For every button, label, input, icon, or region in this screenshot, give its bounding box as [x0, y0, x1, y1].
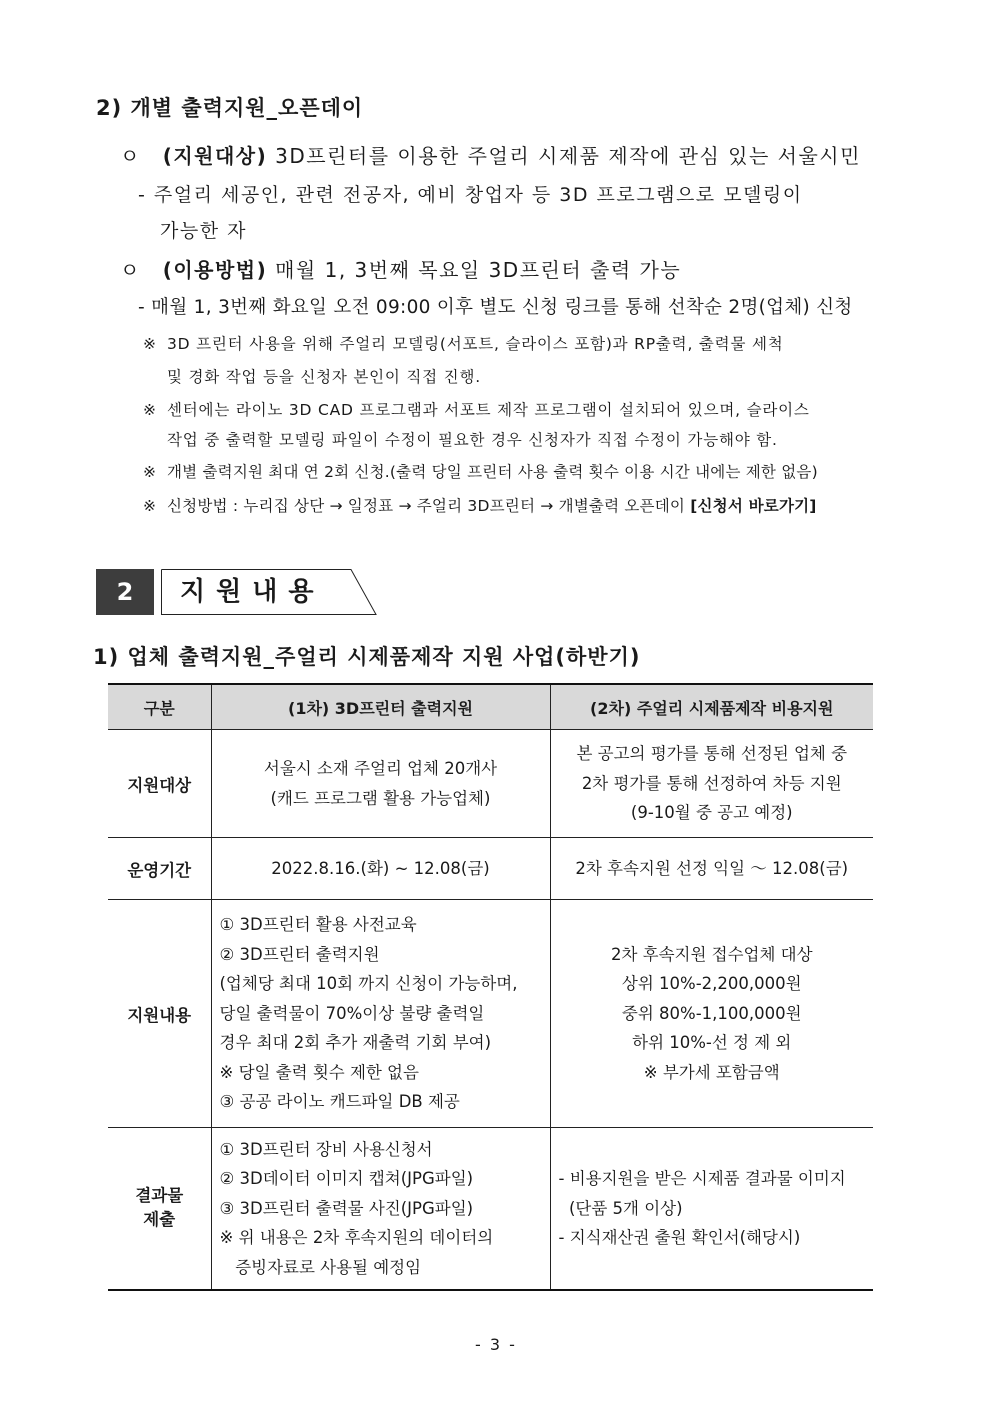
target-line	[120, 140, 861, 169]
method-dash: - 매월 1, 3번째 화요일 오전 09:00 이후 별도 신청 링크를 통해 선착순 2명(업체) 신청	[138, 297, 853, 318]
note-mark: ※	[143, 401, 157, 419]
note-2	[143, 398, 810, 420]
section-title: 지원내용	[180, 577, 325, 607]
row-label: 결과물 제출	[108, 1128, 211, 1290]
row-cell: 2022.8.16.(화) ~ 12.08(금)	[211, 838, 550, 900]
row-cell: 본 공고의 평가를 통해 선정된 업체 중 2차 평가를 통해 선정하여 차등 지원 (9-10월 중 공고 예정)	[550, 730, 873, 838]
row-label: 지원내용	[108, 900, 211, 1128]
row-label: 운영기간	[108, 838, 211, 900]
bullet-mark: ㅇ	[120, 258, 141, 282]
table-row	[108, 838, 873, 900]
method-text: 매월 1, 3번째 목요일 3D프린터 출력 가능	[267, 258, 682, 282]
note-3	[143, 460, 818, 482]
row-cell: ① 3D프린터 활용 사전교육 ② 3D프린터 출력지원 (업체당 최대 10회 까지 신청이 가능하며, 당일 출력물이 70%이상 불량 출력일 경우 최대 2회 추가 재출력 기회 부여) ※ 당일 출력 횟수 제한 없음 ③ 공공 라이노 캐드파일 DB 제공	[211, 900, 550, 1128]
header-phase1: (1차) 3D프린터 출력지원	[211, 684, 550, 730]
row-cell: 2차 후속지원 선정 익일 ～ 12.08(금)	[550, 838, 873, 900]
note-text: 개별 출력지원 최대 연 2회 신청.(출력 당일 프린터 사용 출력 횟수 이용 시간 내에는 제한 없음)	[167, 463, 818, 481]
method-line	[120, 254, 681, 283]
note-1	[143, 332, 784, 354]
target-dash-cont: 가능한 자	[160, 220, 247, 242]
section-subheading: 1) 업체 출력지원_주얼리 시제품제작 지원 사업(하반기)	[93, 645, 641, 669]
table-row	[108, 1128, 873, 1290]
header-phase2: (2차) 주얼리 시제품제작 비용지원	[550, 684, 873, 730]
note-4	[143, 494, 817, 516]
table-header-row	[108, 684, 873, 730]
method-label: (이용방법)	[162, 258, 268, 282]
row-cell: - 비용지원을 받은 시제품 결과물 이미지 (단품 5개 이상) - 지식재산권 출원 확인서(해당시)	[550, 1128, 873, 1290]
support-table	[108, 683, 873, 1291]
note-text: 신청방법 : 누리집 상단 → 일정표 → 주얼리 3D프린터 → 개별출력 오픈데이	[167, 497, 691, 515]
table-row	[108, 900, 873, 1128]
note-2-cont: 작업 중 출력할 모델링 파일이 수정이 필요한 경우 신청자가 직접 수정이 가능해야 함.	[167, 431, 778, 449]
header-category: 구분	[108, 684, 211, 730]
note-mark: ※	[143, 463, 157, 481]
row-cell: 2차 후속지원 접수업체 대상 상위 10%-2,200,000원 중위 80%-1,100,000원 하위 10%-선 정 제 외 ※ 부가세 포함금액	[550, 900, 873, 1128]
note-mark: ※	[143, 335, 157, 353]
target-text: 3D프린터를 이용한 주얼리 시제품 제작에 관심 있는 서울시민	[267, 144, 861, 168]
note-text: 3D 프린터 사용을 위해 주얼리 모델링(서포트, 슬라이스 포함)과 RP출력, 출력물 세척	[167, 335, 784, 353]
note-text: 센터에는 라이노 3D CAD 프로그램과 서포트 제작 프로그램이 설치되어 있으며, 슬라이스	[167, 401, 810, 419]
note-mark: ※	[143, 497, 157, 515]
target-label: (지원대상)	[162, 144, 268, 168]
note-1-cont: 및 경화 작업 등을 신청자 본인이 직접 진행.	[167, 368, 481, 386]
application-form-link[interactable]: [신청서 바로가기]	[690, 497, 817, 515]
section-number-badge: 2	[96, 569, 154, 615]
row-label: 지원대상	[108, 730, 211, 838]
page-number: - 3 -	[475, 1335, 517, 1354]
table-row	[108, 730, 873, 838]
target-dash: - 주얼리 세공인, 관련 전공자, 예비 창업자 등 3D 프로그램으로 모델링이	[138, 184, 803, 206]
section-heading-individual: 2) 개별 출력지원_오픈데이	[96, 96, 364, 120]
bullet-mark: ㅇ	[120, 144, 141, 168]
row-cell: ① 3D프린터 장비 사용신청서 ② 3D데이터 이미지 캡쳐(JPG파일) ③ 3D프린터 출력물 사진(JPG파일) ※ 위 내용은 2차 후속지원의 데이터의 증빙자료로 사용될 예정임	[211, 1128, 550, 1290]
row-cell: 서울시 소재 주얼리 업체 20개사 (캐드 프로그램 활용 가능업체)	[211, 730, 550, 838]
